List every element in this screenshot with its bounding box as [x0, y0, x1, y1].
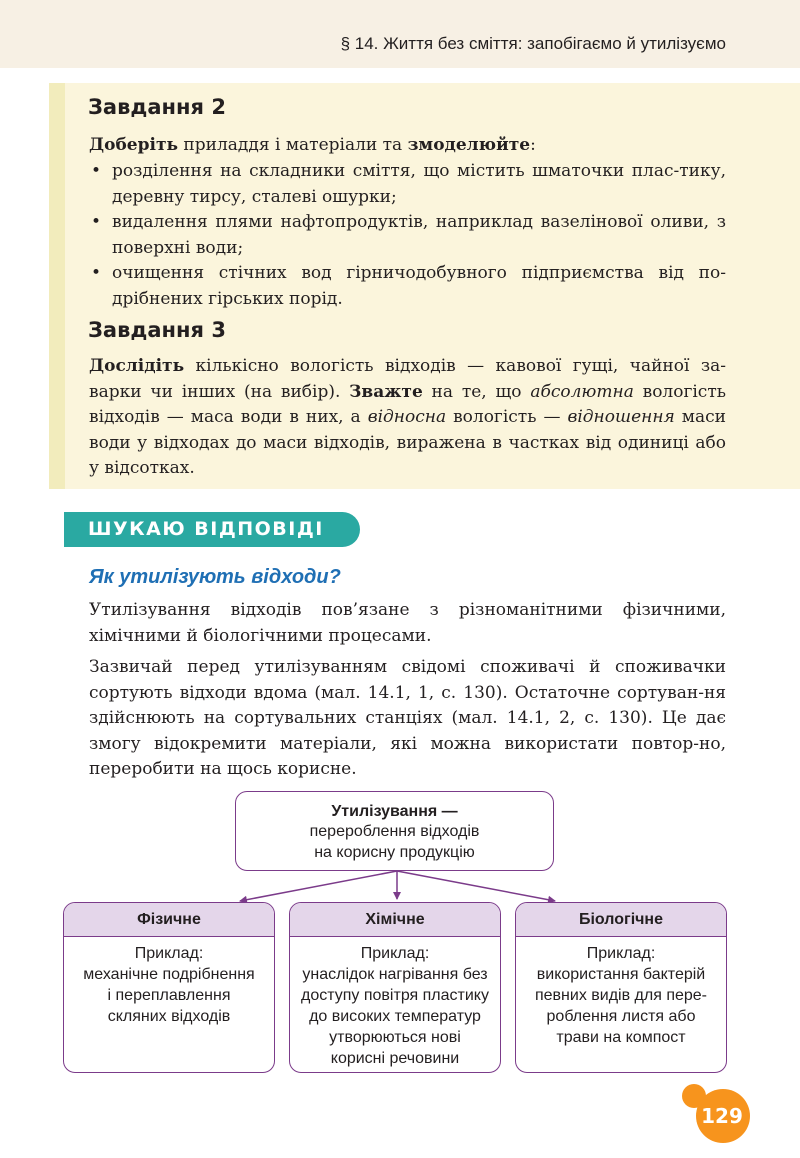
- task3-italic3: відношення: [567, 407, 675, 427]
- category-line: трави на компост: [556, 1029, 686, 1046]
- task3-text3: вологість відходів — маса води в них, а: [89, 381, 726, 427]
- category-line: механічне подрібнення: [83, 966, 255, 983]
- category-line: і переплавлення: [107, 987, 231, 1004]
- task2-title: Завдання 2: [88, 95, 226, 119]
- category-line: корисні речовини: [330, 1050, 460, 1067]
- section-question: Як утилізують відходи?: [89, 566, 341, 588]
- diagram-category-chemical: [289, 902, 501, 1073]
- section-banner-label: ШУКАЮ ВІДПОВІДІ: [88, 518, 324, 540]
- category-line: доступу повітря пластику: [301, 987, 489, 1004]
- category-line: до високих температур: [309, 1008, 481, 1025]
- task3-bold-verb2: Зважте: [349, 381, 423, 402]
- body-paragraph-1: Утилізування відходів пов’язане з різноманітними фізичними, хімічними й біологічними процесами.: [89, 600, 726, 646]
- task3-text2: на те, що: [422, 381, 531, 402]
- arrow-biological: [397, 871, 555, 901]
- category-line: скляних відходів: [107, 1008, 231, 1025]
- running-header: § 14. Життя без сміття: запобігаємо й утилізуємо: [340, 34, 726, 53]
- category-line: Приклад:: [586, 945, 656, 962]
- category-title: Біологічне: [516, 903, 726, 937]
- diagram-root-box: [235, 791, 554, 871]
- diagram-root-line: на корисну продукцію: [314, 844, 475, 861]
- category-line: утворюються нові: [329, 1029, 461, 1046]
- task3-bold-verb1: Дослідіть: [89, 356, 185, 376]
- category-body: [516, 937, 726, 1048]
- list-item-text: очищення стічних вод гірничодобувного підприємства від по-дрібнених гірських порід.: [112, 263, 726, 309]
- arrow-physical: [240, 871, 397, 901]
- category-title: Хімічне: [290, 903, 500, 937]
- page-number: 129: [701, 1104, 743, 1128]
- task2-bold-verb1: Доберіть: [89, 135, 179, 155]
- task3-title: Завдання 3: [88, 318, 226, 342]
- list-item-text: розділення на складники сміття, що містить шматочки плас-тику, деревну тирсу, сталеві ошурки;: [112, 161, 726, 207]
- category-body: [64, 937, 274, 1027]
- category-line: використання бактерій: [536, 966, 706, 983]
- task3-text1: кількісно вологість відходів — кавової гущі, чайної за-варки чи інших (на вибір).: [89, 356, 726, 402]
- task2-bold-verb2: змоделюйте: [407, 135, 531, 155]
- category-line: Приклад:: [134, 945, 204, 962]
- diagram-root-line: перероблення відходів: [309, 823, 480, 840]
- bullet-icon: •: [91, 161, 102, 181]
- diagram-root-title: Утилізування —: [331, 803, 458, 820]
- bullet-icon: •: [91, 263, 102, 283]
- task2-intro-text: приладдя і матеріали та: [178, 135, 408, 155]
- category-line: певних видів для пере-: [534, 987, 708, 1004]
- category-body: [290, 937, 500, 1069]
- category-line: Приклад:: [360, 945, 430, 962]
- task3-text5: маси води у відходах до маси відходів, виражена в частках від одиниці або у відсотках.: [89, 407, 726, 478]
- list-item-text: видалення плями нафтопродуктів, наприклад вазелінової оливи, з поверхні води;: [112, 212, 726, 258]
- task3-italic1: абсолютна: [530, 381, 634, 402]
- category-line: роблення листя або: [546, 1008, 696, 1025]
- diagram-category-biological: [515, 902, 727, 1073]
- body-paragraph-2: Зазвичай перед утилізуванням свідомі споживачі й споживачки сортують відходи вдома (мал. 14.1, 1, с. 130). Остаточне сортуван-ня здійснюють на сортувальних станціях (мал. 14.1, 2, с. 130). Це дає змогу відокремити матеріали, які можна використати повтор-но, переробити на щось корисне.: [89, 657, 726, 779]
- category-line: унаслідок нагрівання без: [302, 966, 488, 983]
- task3-italic2: відносна: [367, 407, 447, 427]
- bullet-icon: •: [91, 212, 102, 232]
- category-title: Фізичне: [64, 903, 274, 937]
- diagram-category-physical: [63, 902, 275, 1073]
- task3-text4: вологість —: [446, 407, 568, 427]
- task2-intro-colon: :: [530, 135, 536, 155]
